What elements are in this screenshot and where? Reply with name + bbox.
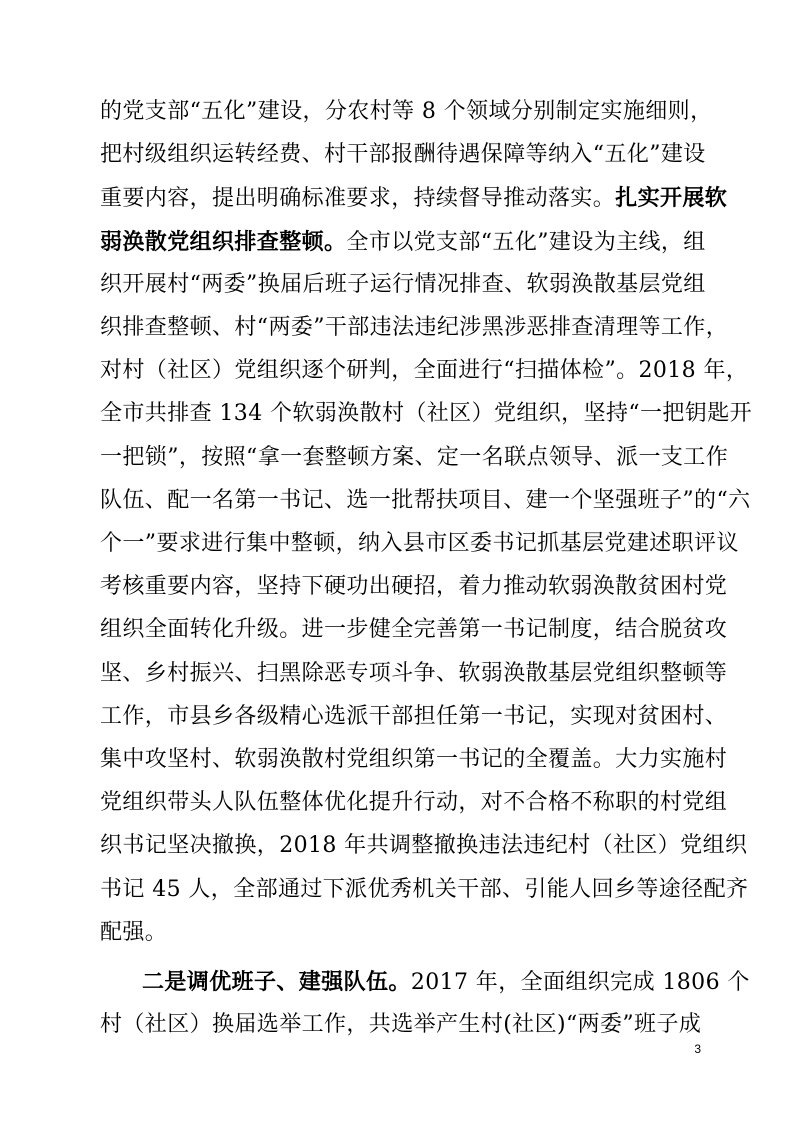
text-segment: 队伍、配一名第一书记、选一批帮扶项目、建一个坚强班子”的“六 [100,487,751,513]
text-segment: 织书记坚决撤换，2018 年共调整撤换违法违纪村（社区）党组织 [100,833,748,859]
bold-heading-segment: 扎实开展软 [615,185,728,212]
text-line [100,831,748,861]
text-line [100,572,728,602]
text-segment: 工作，市县乡各级精心选派干部担任第一书记，实现对贫困村、 [100,703,728,729]
text-line [100,788,728,818]
text-line [100,702,728,732]
text-line [100,745,728,775]
text-line [100,615,728,645]
text-line [100,97,713,127]
text-segment: 把村级组织运转经费、村干部报酬待遇保障等纳入“五化”建设 [100,142,706,168]
text-segment: 重要内容，提出明确标准要求，持续督导推动落实。 [100,186,616,212]
page-number: 3 [694,1042,701,1056]
text-segment: 个一”要求进行集中整顿，纳入县市区委书记抓基层党建述职评议 [100,531,739,556]
text-segment: 的党支部“五化”建设，分农村等 8 个领域分别制定实施细则， [100,99,713,124]
text-line [100,270,706,300]
text-segment: 织排查整顿、村“两委”干部违法违纪涉黑涉恶排查清理等工作， [100,315,729,340]
text-segment: 考核重要内容，坚持下硬功出硬招，着力推动软弱涣散贫困村党 [100,574,728,600]
text-segment: 2017 年，全面组织完成 1806 个 [410,970,750,995]
text-line [100,486,751,516]
bold-heading-segment: 二是调优班子、建强队伍。 [142,969,411,995]
text-line [100,399,753,429]
text-line [142,967,750,997]
text-segment: 全市共排查 134 个软弱涣散村（社区）党组织，坚持“一把钥匙开 [100,401,753,427]
text-line [100,227,706,257]
text-line [100,140,706,170]
bold-heading-segment: 弱涣散党组织排查整顿。 [100,228,347,255]
text-line [100,313,729,343]
text-segment: 一把锁”，按照“拿一套整顿方案、定一名联点领导、派一支工作 [100,444,729,470]
text-segment: 坚、乡村振兴、扫黑除恶专项斗争、软弱涣散基层党组织整顿等 [100,660,728,686]
text-segment: 书记 45 人，全部通过下派优秀机关干部、引能人回乡等途径配齐 [100,876,749,902]
text-line [100,918,698,948]
text-line [100,529,739,559]
text-segment: 全市以党支部“五化”建设为主线，组 [346,229,706,255]
text-segment: 对村（社区）党组织逐个研判，全面进行“扫描体检”。2018 年， [100,358,749,384]
text-segment: 党组织带头人队伍整体优化提升行动，对不合格不称职的村党组 [100,790,728,816]
text-segment: 配强。 [100,919,168,945]
text-segment: 织开展村“两委”换届后班子运行情况排查、软弱涣散基层党组 [100,271,706,297]
text-line [100,659,728,689]
text-segment: 集中攻坚村、软弱涣散村党组织第一书记的全覆盖。大力实施村 [100,747,728,772]
text-line [100,1010,702,1040]
text-line [100,875,749,905]
text-segment: 村（社区）换届选举工作，共选举产生村(社区)“两委”班子成 [100,1012,702,1038]
text-line [100,183,728,213]
text-segment: 组织全面转化升级。进一步健全完善第一书记制度，结合脱贫攻 [100,617,728,643]
text-line [100,356,749,386]
text-line [100,443,729,473]
